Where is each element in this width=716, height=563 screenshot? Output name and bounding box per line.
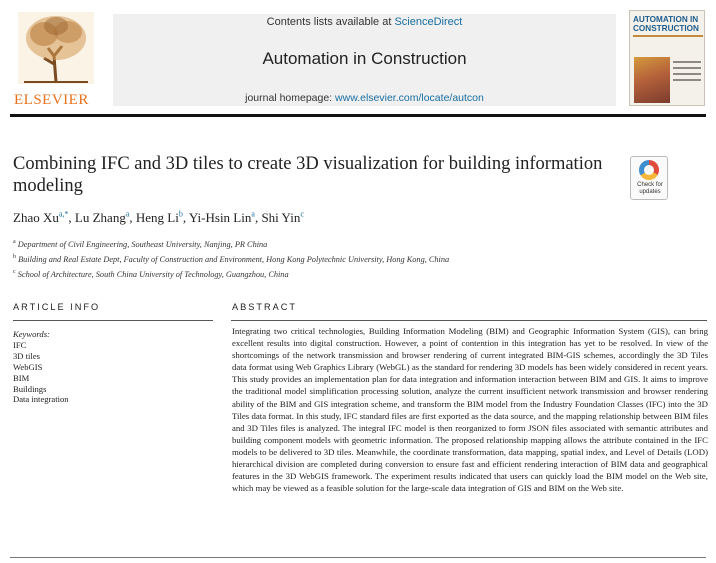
keywords-block <box>13 329 69 405</box>
elsevier-wordmark: ELSEVIER <box>14 92 89 108</box>
affiliation-item: $^c$ School of Architecture, South China University of Technology, Guangzhou, China <box>13 268 289 279</box>
homepage-prefix: journal homepage: <box>245 92 336 104</box>
cover-stripe <box>633 35 703 37</box>
cover-title: AUTOMATION IN CONSTRUCTION <box>633 15 699 33</box>
keyword-item: 3D tiles <box>13 350 40 361</box>
journal-title[interactable]: Automation in Construction <box>262 49 467 68</box>
author-affiliation-mark[interactable]: a <box>125 210 130 219</box>
affiliation-item: $^b$ Building and Real Estate Dept, Faculty of Construction and Environment, Hong Kong Polytechnic University, Hong Kong, China <box>13 253 450 264</box>
crossmark-icon <box>639 160 659 180</box>
footer-divider <box>10 557 706 558</box>
sciencedirect-link[interactable]: ScienceDirect <box>394 16 463 28</box>
author-affiliation-mark[interactable]: b <box>178 210 183 219</box>
author-name[interactable]: Heng Li <box>135 210 179 226</box>
keyword-item: WebGIS <box>13 361 43 372</box>
abstract-text: Integrating two critical technologies, Building Information Modeling (BIM) and Geographic Information System (GIS), can bring excellent results into digital construction. However, a point of contention in this integration has yet to be resolved. In view of the shortcomings of the network transmission and browser rendering of current integrated BIM-GIS schemes, accordingly the 3D Tiles data format using Web Graphics Library (WebGL) as the standard for rendering 3D models has been widely considered in recent years. This study provides an implementation plan for data integration and information interaction between BIM and GIS. It aims to improve the traditional model simplification processing solution, analyze the current insufficient network transmission and browser rendering ability of the BIM and GIS integration scheme, and transform the BIM model from the Industry Foundation Classes (IFC) into the 3D Tiles data format. In this study, IFC standard files are first exported as the data source, and the mapping relationship between BIM files and 3D Tiles files is analyzed. The integral IFC model is then reorganized to form JSON files associated with semantic attributes and building component models with geometric information. The proposed relationship mapping allows the attribute contained in the IFC models to be delivered to 3D tiles. Meanwhile, the coordinate transformation, data mapping, spatial index, and Level of Details (LOD) hierarchical division are completed during conversion to ensure fast and efficient rendering interaction of BIM data and geographical features in the 3D WebGIS framework. The experiment results indicated that users can quickly load the BIM model on the Web site, which may be viewed as a feasible solution for the large-scale data integration of GIS and BIM on the Web site. <box>232 326 708 494</box>
author-item: Lu Zhang$^a$, <box>74 210 136 226</box>
author-list <box>13 210 304 226</box>
check-for-updates-badge[interactable] <box>630 156 668 200</box>
keyword-item: Buildings <box>13 383 47 394</box>
author-name[interactable]: Lu Zhang <box>74 210 126 226</box>
author-affiliation-mark[interactable]: a,* <box>58 210 69 219</box>
affiliation-list <box>13 236 613 280</box>
author-item: Heng Li$^b$, <box>135 210 189 226</box>
author-item <box>261 210 303 225</box>
keyword-item: Data integration <box>13 394 69 405</box>
journal-header <box>0 0 716 112</box>
article-info-heading: ARTICLE INFO <box>13 302 101 312</box>
abstract-heading: ABSTRACT <box>232 302 298 312</box>
contents-prefix: Contents lists available at <box>266 16 395 28</box>
journal-cover-thumbnail[interactable] <box>629 10 705 106</box>
author-item: Zhao $Xu^{a,*}$, <box>13 210 75 226</box>
author-name[interactable]: Shi Yin <box>261 210 301 226</box>
affiliation-item: $^a$ Department of Civil Engineering, Southeast University, Nanjing, PR China <box>13 239 268 249</box>
homepage-line <box>113 92 616 104</box>
journal-homepage-link[interactable]: www.elsevier.com/locate/autcon <box>335 92 484 104</box>
cover-image <box>634 57 670 103</box>
paper-title: Combining IFC and 3D tiles to create 3D visualization for building information modeling <box>13 154 603 196</box>
header-divider <box>10 114 706 117</box>
elsevier-tree-icon <box>18 12 94 84</box>
check-for-updates-label: Check for updates <box>637 182 663 195</box>
keyword-item: BIM <box>13 372 30 383</box>
abstract-divider <box>231 320 707 321</box>
cover-text-lines <box>673 61 701 85</box>
journal-banner <box>113 14 616 106</box>
author-affiliation-mark[interactable]: a <box>251 210 255 219</box>
contents-line <box>113 16 616 28</box>
author-affiliation-mark[interactable]: c <box>300 210 304 219</box>
article-info-divider <box>13 320 213 321</box>
elsevier-logo[interactable] <box>10 8 102 108</box>
keyword-item: IFC <box>13 339 27 350</box>
author-item: Yi-Hsin Lin$^a$, <box>188 210 262 226</box>
keywords-label: Keywords: <box>13 329 50 339</box>
author-name[interactable]: Zhao Xu <box>13 210 59 226</box>
author-name[interactable]: Yi-Hsin Lin <box>188 210 252 226</box>
